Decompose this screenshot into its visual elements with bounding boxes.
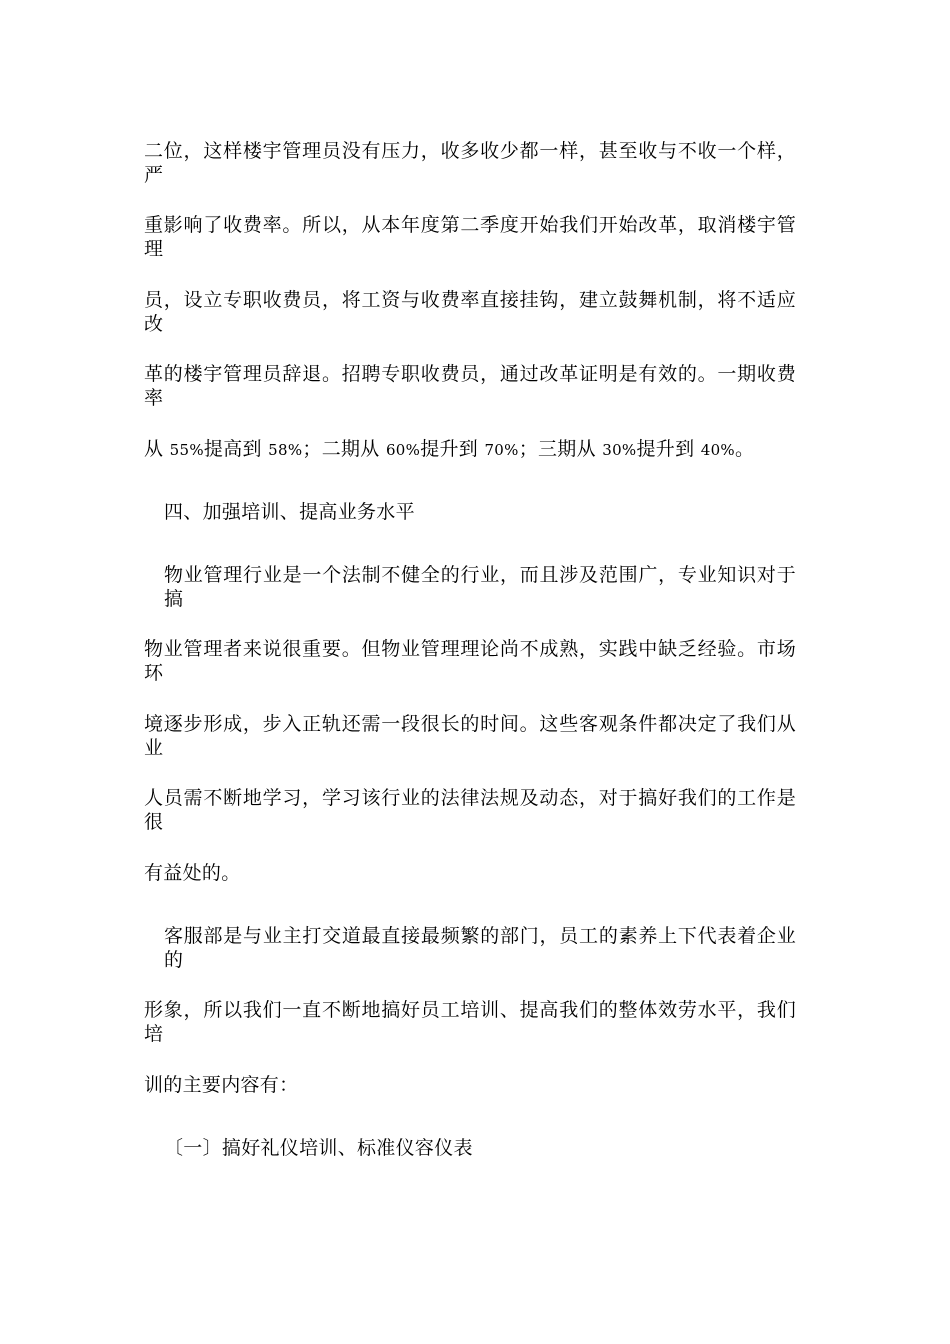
paragraph-line: 训的主要内容有： — [144, 1074, 299, 1096]
text-segment: ；三期从 — [518, 438, 603, 460]
text-segment: 。 — [734, 438, 755, 460]
paragraph-line: 革的楼宇管理员辞退。招聘专职收费员，通过改革证明是有效的。一期收费率 — [144, 363, 796, 409]
paragraph-line: 重影响了收费率。所以，从本年度第二季度开始我们开始改革，取消楼宇管理 — [144, 214, 796, 260]
text-segment: 提升到 — [636, 438, 701, 460]
percent-value: 40% — [700, 441, 735, 459]
paragraph-line: 形象，所以我们一直不断地搞好员工培训、提高我们的整体效劳水平，我们培 — [144, 999, 796, 1045]
paragraph-line-stats — [144, 437, 796, 462]
paragraph-line: 境逐步形成，步入正轨还需一段很长的时间。这些客观条件都决定了我们从业 — [144, 713, 796, 759]
text-segment: ；二期从 — [302, 438, 386, 460]
paragraph-line: 二位，这样楼宇管理员没有压力，收多收少都一样，甚至收与不收一个样，严 — [144, 140, 796, 186]
section-heading: 四、加强培训、提高业务水平 — [164, 501, 415, 523]
paragraph-line: 物业管理行业是一个法制不健全的行业，而且涉及范围广，专业知识对于搞 — [164, 564, 796, 610]
percent-value: 60% — [385, 441, 421, 459]
percent-value: 58% — [268, 441, 303, 459]
percent-value: 30% — [602, 441, 637, 459]
subsection-heading: 〔一〕搞好礼仪培训、标准仪容仪表 — [164, 1137, 473, 1159]
text-segment: 从 — [144, 438, 170, 460]
text-segment: 提升到 — [420, 438, 485, 460]
paragraph-line: 人员需不断地学习，学习该行业的法律法规及动态，对于搞好我们的工作是很 — [144, 787, 796, 833]
paragraph-line: 物业管理者来说很重要。但物业管理理论尚不成熟，实践中缺乏经验。市场环 — [144, 638, 796, 684]
text-segment: 提高到 — [203, 438, 269, 460]
paragraph-line: 员，设立专职收费员，将工资与收费率直接挂钩，建立鼓舞机制，将不适应改 — [144, 289, 796, 335]
percent-value: 70% — [484, 441, 519, 459]
paragraph-line: 客服部是与业主打交道最直接最频繁的部门，员工的素养上下代表着企业的 — [164, 925, 796, 971]
paragraph-line: 有益处的。 — [144, 862, 241, 884]
percent-value: 55% — [169, 441, 204, 459]
